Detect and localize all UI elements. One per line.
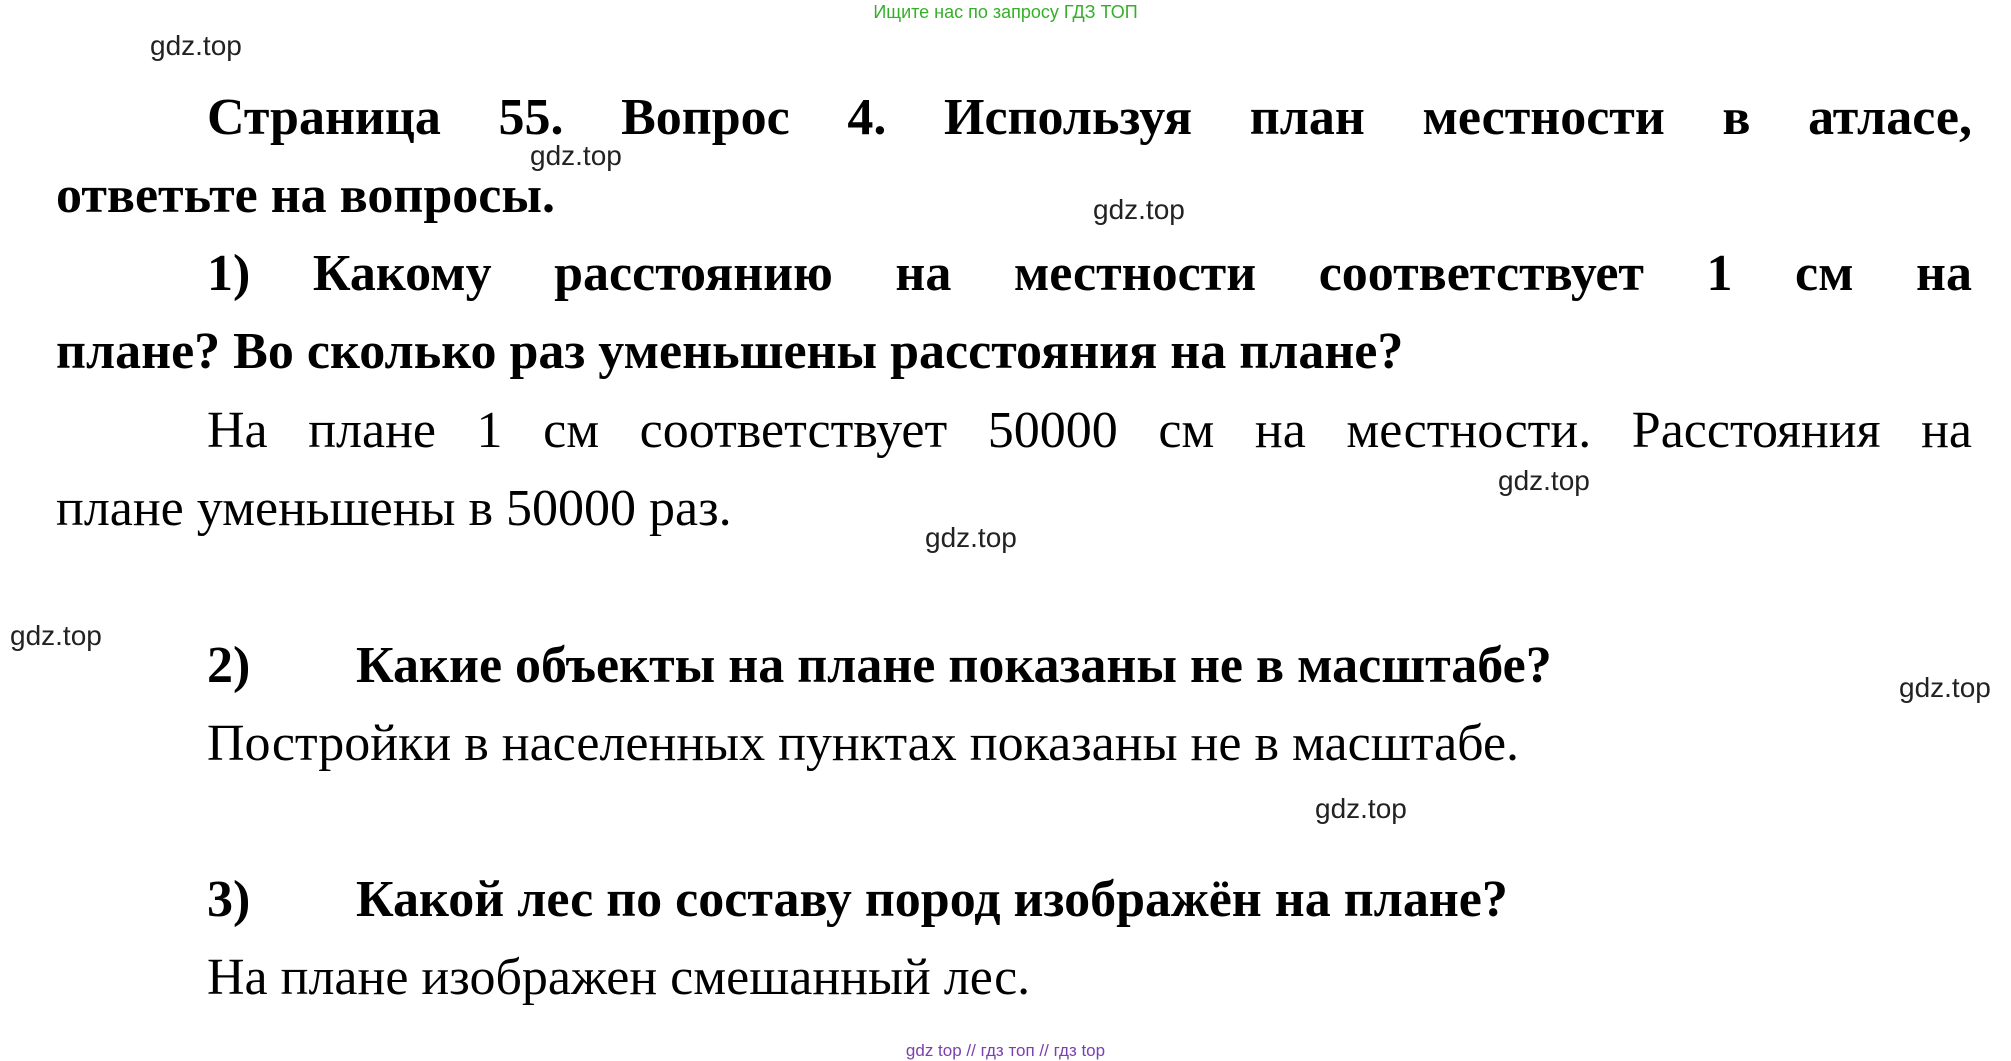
watermark: gdz.top (1315, 793, 1407, 824)
page-title: Страница 55. Вопрос 4. Используя план местности в атласе, (207, 89, 1972, 146)
question-3-number: 3) (207, 871, 251, 928)
question-3: Какой лес по составу пород изображён на плане? (356, 871, 1508, 928)
watermark: gdz.top (1498, 465, 1590, 496)
watermark: gdz.top (1899, 672, 1991, 703)
page-title-continued: ответьте на вопросы. (56, 167, 555, 224)
question-2-number: 2) (207, 637, 251, 694)
watermark: gdz.top (10, 620, 102, 651)
answer-1-continued: плане уменьшены в 50000 раз. (56, 480, 732, 537)
answer-2: Постройки в населенных пунктах показаны не в масштабе. (207, 715, 1520, 772)
watermark: gdz.top (150, 30, 242, 61)
question-1-continued: плане? Во сколько раз уменьшены расстояния на плане? (56, 323, 1404, 380)
question-2: Какие объекты на плане показаны не в масштабе? (356, 637, 1552, 694)
question-1: 1) Какому расстоянию на местности соответствует 1 см на (207, 245, 1972, 302)
top-banner[interactable]: Ищите нас по запросу ГДЗ ТОП (873, 2, 1138, 22)
answer-1: На плане 1 см соответствует 50000 см на местности. Расстояния на (207, 402, 1972, 459)
watermark: gdz.top (530, 140, 622, 171)
watermark: gdz.top (925, 522, 1017, 553)
watermark: gdz.top (1093, 194, 1185, 225)
bottom-banner[interactable]: gdz top // гдз топ // гдз top (905, 1041, 1106, 1060)
answer-3: На плане изображен смешанный лес. (207, 949, 1031, 1006)
